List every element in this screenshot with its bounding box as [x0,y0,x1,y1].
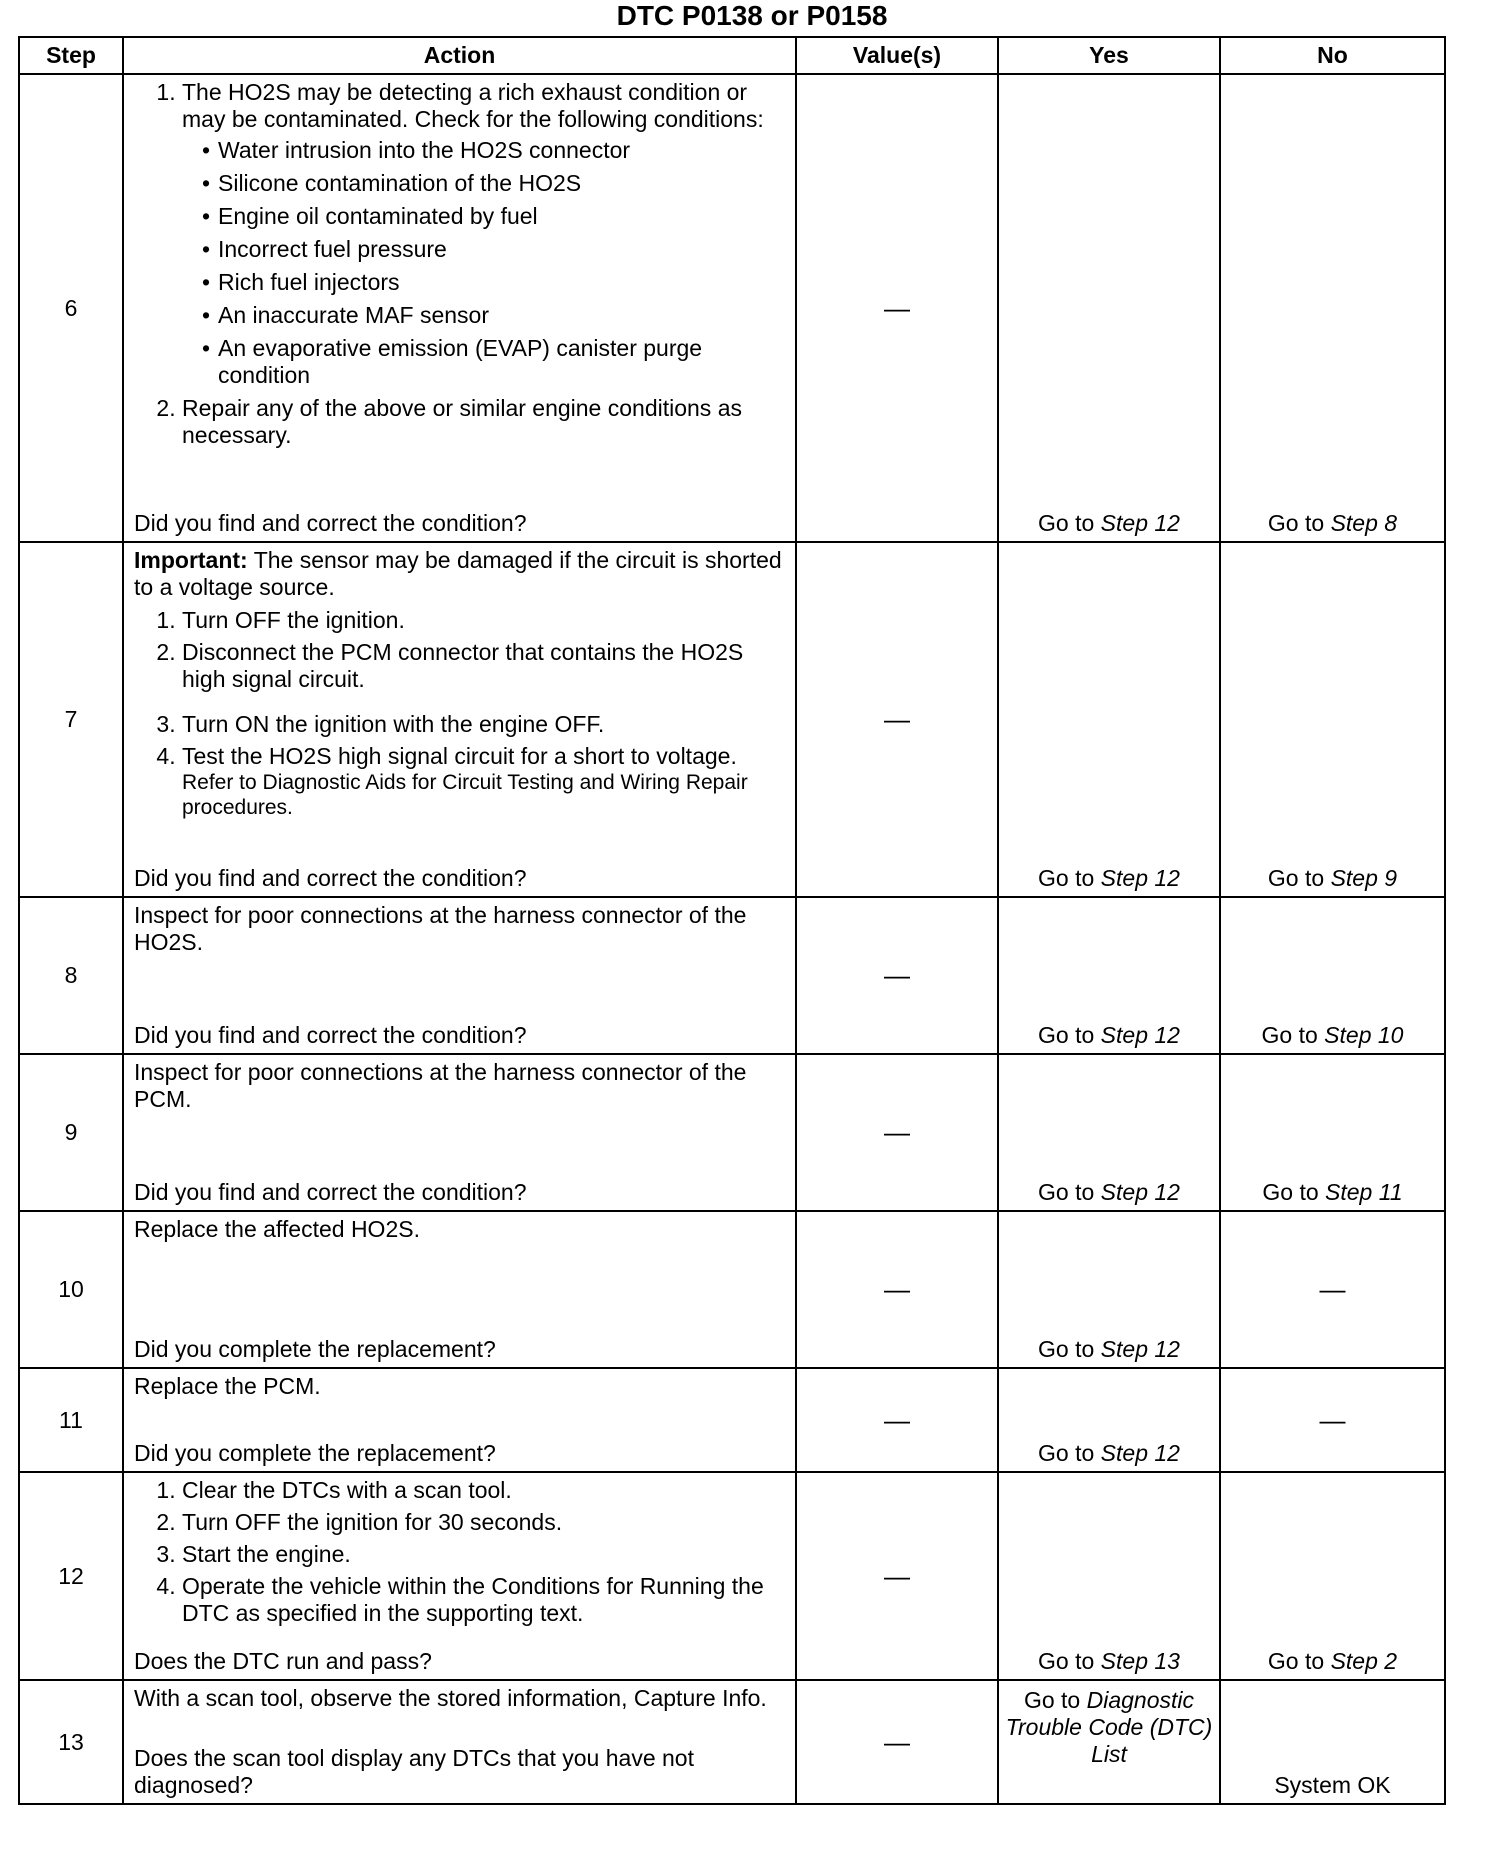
value-cell: — [796,1472,998,1680]
action-text: Inspect for poor connections at the harness connector of the PCM. [134,1059,747,1112]
action-question: Does the DTC run and pass? [134,1648,432,1674]
yes-cell: Go to Step 12 [998,897,1220,1054]
important-label: Important: [134,547,248,573]
table-row [19,542,1445,897]
header-action: Action [123,37,796,74]
condition-list [182,137,785,389]
no-cell: Go to Step 11 [1220,1054,1445,1211]
no-cell: — [1220,1211,1445,1368]
header-step: Step [19,37,123,74]
header-yes: Yes [998,37,1220,74]
action-item: 4. Test the HO2S high signal circuit for a short to voltage. Refer to Diagnostic Aids for Circuit Testing and Wiring Repair procedures. [182,743,785,820]
table-row [19,1368,1445,1472]
condition-item: • Rich fuel injectors [204,269,785,296]
action-question: Does the scan tool display any DTCs that you have not diagnosed? [134,1745,694,1798]
table-row [19,74,1445,542]
value-cell: — [796,74,998,542]
action-item: 2. Disconnect the PCM connector that contains the HO2S high signal circuit. [182,639,785,693]
step-number: 7 [19,542,123,897]
no-cell: Go to Step 8 [1220,74,1445,542]
action-question: Did you find and correct the condition? [134,510,527,536]
action-item: 1. The HO2S may be detecting a rich exhaust condition or may be contaminated. Check for the following conditions: • Water intrusion into the HO2S connector • Silicone contamination of the HO2S • Engine oil contaminated by fuel • Incorrect fuel pressure • Rich fuel injectors • An inaccurate MAF sensor • An evaporative emission (EVAP) canister purge condition [182,79,785,389]
no-cell: Go to Step 10 [1220,897,1445,1054]
table-row [19,1054,1445,1211]
value-cell: — [796,542,998,897]
action-cell [123,1472,796,1680]
step-number: 9 [19,1054,123,1211]
action-item: 2. Repair any of the above or similar engine conditions as necessary. [182,395,785,449]
action-cell [123,74,796,542]
header-values: Value(s) [796,37,998,74]
action-text: With a scan tool, observe the stored information, Capture Info. [134,1685,767,1711]
table-header-row [19,37,1445,74]
yes-cell: Go to Step 12 [998,1211,1220,1368]
yes-cell: Go to Diagnostic Trouble Code (DTC) List [998,1680,1220,1804]
action-item: 2. Turn OFF the ignition for 30 seconds. [182,1509,785,1536]
table-row [19,1472,1445,1680]
action-text: Replace the affected HO2S. [134,1216,420,1242]
step-number: 10 [19,1211,123,1368]
condition-item: • An evaporative emission (EVAP) canister purge condition [204,335,785,389]
value-cell: — [796,1211,998,1368]
action-cell [123,1211,796,1368]
action-cell [123,1368,796,1472]
no-cell: Go to Step 9 [1220,542,1445,897]
action-item: 1. Turn OFF the ignition. [182,607,785,634]
action-question: Did you find and correct the condition? [134,1179,527,1205]
action-item: 3. Start the engine. [182,1541,785,1568]
yes-cell: Go to Step 12 [998,1054,1220,1211]
table-row [19,1680,1445,1804]
step-number: 11 [19,1368,123,1472]
value-cell: — [796,1680,998,1804]
action-cell [123,542,796,897]
action-text: Replace the PCM. [134,1373,321,1399]
action-item: 3. Turn ON the ignition with the engine OFF. [182,711,785,738]
condition-item: • An inaccurate MAF sensor [204,302,785,329]
yes-cell: Go to Step 12 [998,1368,1220,1472]
table-row [19,1211,1445,1368]
action-cell [123,897,796,1054]
condition-item: • Water intrusion into the HO2S connector [204,137,785,164]
value-cell: — [796,1054,998,1211]
action-question: Did you complete the replacement? [134,1336,496,1362]
value-cell: — [796,1368,998,1472]
action-question: Did you find and correct the condition? [134,865,527,891]
action-question: Did you find and correct the condition? [134,1022,527,1048]
diagnostic-table [18,36,1446,1805]
action-item: 4. Operate the vehicle within the Conditions for Running the DTC as specified in the supporting text. [182,1573,785,1627]
no-cell: — [1220,1368,1445,1472]
yes-cell: Go to Step 12 [998,74,1220,542]
yes-cell: Go to Step 12 [998,542,1220,897]
important-text: The sensor may be damaged if the circuit is shorted to a voltage source. [134,547,782,600]
no-cell: Go to Step 2 [1220,1472,1445,1680]
step-number: 8 [19,897,123,1054]
yes-cell: Go to Step 13 [998,1472,1220,1680]
action-cell [123,1680,796,1804]
table-row [19,897,1445,1054]
step-number: 6 [19,74,123,542]
page-title: DTC P0138 or P0158 [616,0,888,31]
action-text: Inspect for poor connections at the harness connector of the HO2S. [134,902,747,955]
condition-item: • Incorrect fuel pressure [204,236,785,263]
no-cell: System OK [1220,1680,1445,1804]
condition-item: • Engine oil contaminated by fuel [204,203,785,230]
action-item: 1. Clear the DTCs with a scan tool. [182,1477,785,1504]
procedure-note: Refer to Diagnostic Aids for Circuit Testing and Wiring Repair procedures. [182,771,748,819]
condition-item: • Silicone contamination of the HO2S [204,170,785,197]
action-question: Did you complete the replacement? [134,1440,496,1466]
value-cell: — [796,897,998,1054]
action-cell [123,1054,796,1211]
step-number: 13 [19,1680,123,1804]
header-no: No [1220,37,1445,74]
step-number: 12 [19,1472,123,1680]
